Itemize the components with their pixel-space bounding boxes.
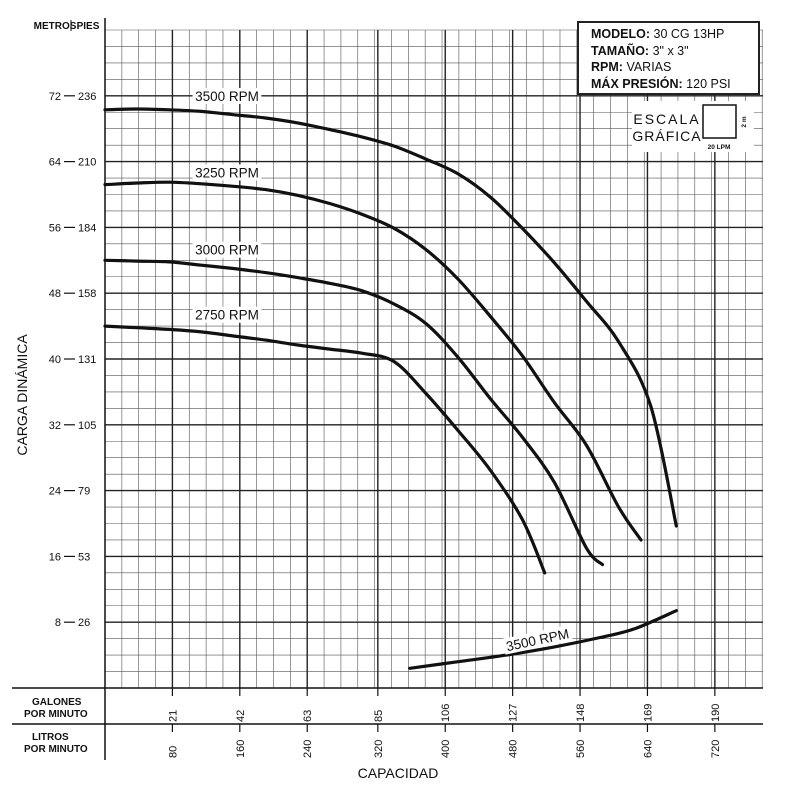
y-tick-label-m: 8 bbox=[54, 617, 61, 630]
curve-label: 3000 RPM bbox=[195, 242, 259, 258]
pump-info-box bbox=[577, 21, 760, 95]
x-tick-label-lpm: 560 bbox=[575, 739, 588, 758]
y-tick-label-ft: 105 bbox=[78, 419, 97, 432]
scale-height-label: 2 m bbox=[741, 116, 748, 128]
x-tick-label-gpm: 127 bbox=[507, 703, 520, 722]
curve-series-1 bbox=[105, 182, 641, 540]
x-tick-label-gpm: 63 bbox=[302, 709, 315, 722]
y-tick-label-m: 16 bbox=[48, 551, 61, 564]
scale-width-label: 20 LPM bbox=[707, 144, 731, 151]
x-tick-label-gpm: 190 bbox=[709, 703, 722, 722]
curve-series-2 bbox=[105, 260, 603, 564]
y-tick-label-ft: 131 bbox=[78, 354, 97, 366]
y-axis-label: CARGA DINÁMICA bbox=[14, 334, 30, 456]
scale-label-line2: GRÁFICA bbox=[632, 128, 702, 144]
y-tick-label-ft: 158 bbox=[78, 288, 97, 301]
x-tick-label-gpm: 148 bbox=[575, 703, 588, 722]
curve-label-group bbox=[193, 242, 262, 258]
scale-label-line1: ESCALA bbox=[633, 111, 701, 127]
y-tick-label-ft: 236 bbox=[78, 90, 97, 103]
y-tick-label-ft: 79 bbox=[78, 485, 91, 498]
y-tick-label-m: 24 bbox=[48, 485, 61, 498]
y-tick-label-m: 64 bbox=[48, 156, 61, 169]
y-unit-header-meters: METROS bbox=[33, 21, 77, 32]
x-tick-label-lpm: 80 bbox=[167, 745, 180, 758]
x-tick-label-gpm: 85 bbox=[372, 709, 385, 722]
lpm-row-label-line2: POR MINUTO bbox=[24, 744, 88, 755]
x-tick-label-lpm: 400 bbox=[440, 739, 453, 758]
y-tick-label-ft: 53 bbox=[78, 551, 91, 564]
x-tick-label-gpm: 169 bbox=[642, 703, 655, 722]
x-tick-label-lpm: 240 bbox=[302, 739, 315, 758]
x-tick-label-gpm: 21 bbox=[167, 709, 180, 722]
gpm-row-label-line2: POR MINUTO bbox=[24, 709, 88, 720]
curve-series-3 bbox=[105, 326, 545, 573]
x-tick-label-lpm: 640 bbox=[642, 739, 655, 758]
info-rpm: RPM: VARIAS bbox=[591, 60, 672, 74]
curve-label-group bbox=[193, 164, 262, 180]
curve-label: 3500 RPM bbox=[504, 626, 571, 655]
y-unit-header-feet: PIES bbox=[76, 21, 100, 32]
x-tick-label-lpm: 320 bbox=[372, 739, 385, 758]
y-tick-label-ft: 184 bbox=[78, 222, 97, 235]
y-tick-label-m: 72 bbox=[48, 90, 61, 103]
curve-label: 3500 RPM bbox=[195, 88, 259, 104]
y-tick-label-ft: 210 bbox=[78, 156, 97, 169]
lpm-row-label-line1: LITROS bbox=[32, 732, 69, 743]
gpm-row-label-line1: GALONES bbox=[32, 697, 82, 708]
x-tick-label-lpm: 720 bbox=[709, 739, 722, 758]
info-tamano: TAMAÑO: 3" x 3" bbox=[591, 43, 689, 58]
x-tick-label-gpm: 42 bbox=[234, 709, 247, 722]
y-tick-label-ft: 26 bbox=[78, 617, 91, 630]
y-tick-label-m: 40 bbox=[48, 354, 61, 366]
y-tick-label-m: 56 bbox=[48, 222, 61, 235]
curves bbox=[105, 109, 676, 668]
x-tick-label-lpm: 480 bbox=[507, 739, 520, 758]
x-axis-label: CAPACIDAD bbox=[357, 765, 439, 781]
y-tick-label-m: 48 bbox=[48, 288, 61, 301]
curve-labels bbox=[193, 88, 573, 655]
scale-square bbox=[703, 105, 736, 138]
x-tick-label-lpm: 160 bbox=[234, 739, 247, 758]
curve-label: 3250 RPM bbox=[195, 165, 259, 181]
curve-label: 2750 RPM bbox=[195, 307, 259, 323]
y-tick-label-m: 32 bbox=[48, 419, 61, 432]
info-modelo: MODELO: 30 CG 13HP bbox=[591, 27, 725, 41]
curve-label-group bbox=[193, 307, 262, 323]
info-presion: MÁX PRESIÓN: 120 PSI bbox=[591, 76, 731, 91]
x-tick-label-gpm: 106 bbox=[440, 703, 453, 722]
curve-label-group bbox=[193, 88, 262, 104]
curve-series-0 bbox=[105, 109, 676, 526]
